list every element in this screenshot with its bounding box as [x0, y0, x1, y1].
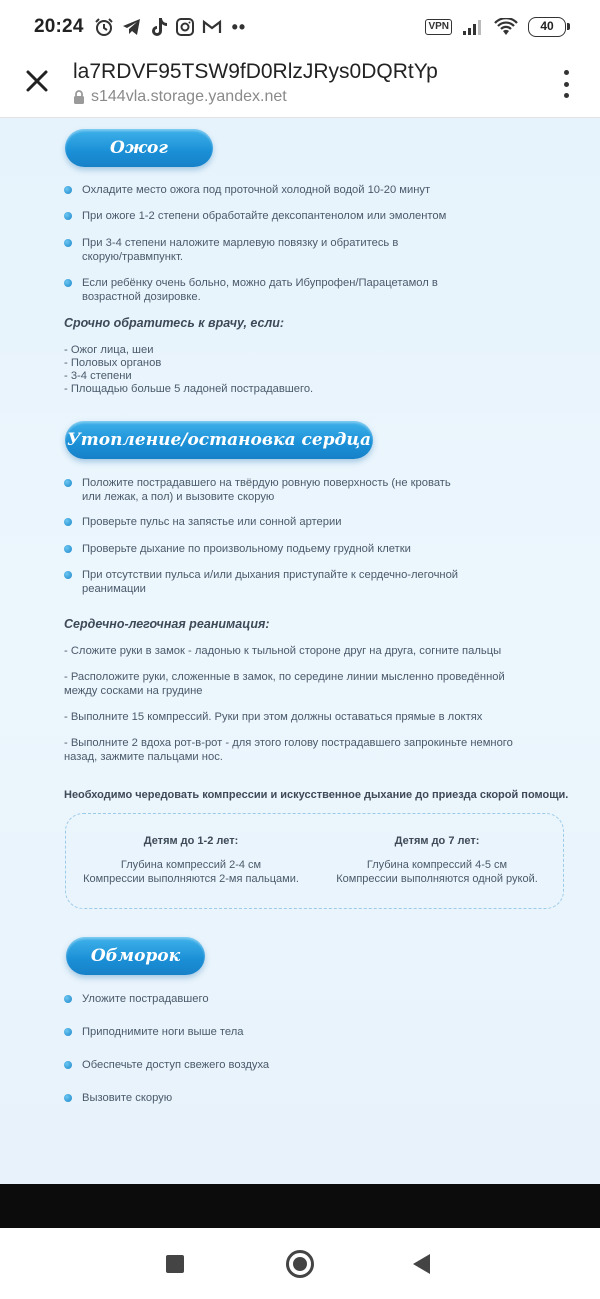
bullet-icon — [64, 479, 72, 487]
cpr-step: - Сложите руки в замок - ладонью к тыльной стороне друг на друга, согните пальцы — [64, 645, 502, 657]
back-triangle-icon[interactable] — [413, 1254, 430, 1274]
vpn-badge: VPN — [425, 19, 452, 35]
urgent-item: - Ожог лица, шеи — [64, 344, 154, 356]
bullet-icon — [64, 1094, 72, 1102]
menu-dot-icon — [564, 70, 569, 75]
urgent-heading: Срочно обратитесь к врачу, если: — [64, 316, 285, 330]
bullet-icon — [64, 239, 72, 247]
list-item: При отсутствии пульса и/или дыхания приступайте к сердечно-легочной реанимации — [64, 569, 484, 596]
urgent-item: - Площадью больше 5 ладоней пострадавшего. — [64, 383, 314, 395]
mail-icon — [202, 19, 222, 35]
telegram-icon — [122, 18, 142, 36]
urgent-item: - Половых органов — [64, 357, 162, 369]
list-item: Проверьте пульс на запястье или сонной артерии — [64, 516, 534, 530]
section-title-fainting: Обморок — [66, 937, 205, 975]
list-item: Вызовите скорую — [64, 1092, 534, 1106]
bullet-icon — [64, 518, 72, 526]
infant-info — [66, 814, 316, 886]
overflow-menu-button[interactable] — [560, 70, 572, 98]
list-item: При ожоге 1-2 степени обработайте дексопантенолом или эмолентом — [64, 210, 534, 224]
list-item: Приподнимите ноги выше тела — [64, 1026, 534, 1040]
list-item: Положите пострадавшего на твёрдую ровную поверхность (не кровать или лежак, а пол) и вызовите скорую — [64, 477, 464, 504]
close-icon[interactable] — [22, 66, 52, 96]
list-item: Уложите пострадавшего — [64, 993, 534, 1007]
signal-icon — [462, 18, 484, 36]
bullet-icon — [64, 1061, 72, 1069]
cpr-heading: Сердечно-легочная реанимация: — [64, 617, 270, 631]
menu-dot-icon — [564, 93, 569, 98]
battery-indicator: 40 — [528, 17, 566, 37]
status-time: 20:24 — [34, 16, 84, 37]
child-depth: Глубина компрессий 4-5 см — [366, 859, 508, 871]
child-details — [312, 859, 562, 886]
list-item: Обеспечьте доступ свежего воздуха — [64, 1059, 534, 1073]
domain-text: s144vla.storage.yandex.net — [91, 88, 287, 105]
status-bar — [0, 0, 600, 54]
system-navigation-bar — [0, 1228, 600, 1299]
alternation-note: Необходимо чередовать компрессии и искусственное дыхание до приезда скорой помощи. — [64, 789, 569, 801]
cpr-step: - Расположите руки, сложенные в замок, по середине линии мысленно проведённой между сосками на грудине — [64, 671, 505, 697]
more-notifications-indicator: •• — [231, 16, 247, 37]
list-item: Проверьте дыхание по произвольному подьему грудной клетки — [64, 543, 534, 557]
recents-square-icon[interactable] — [166, 1255, 184, 1273]
infant-details — [66, 859, 316, 886]
browser-toolbar — [0, 54, 600, 118]
page-bottom-band — [0, 1184, 600, 1228]
url-domain[interactable] — [73, 88, 287, 106]
section-title-burn: Ожог — [65, 129, 213, 167]
cpr-step: - Выполните 15 компрессий. Руки при этом должны оставаться прямые в локтях — [64, 711, 483, 723]
bullet-icon — [64, 1028, 72, 1036]
page-title: la7RDVF95TSW9fD0RlzJRys0DQRtYp — [73, 60, 438, 83]
cpr-step: - Выполните 2 вдоха рот-в-рот - для этого голову пострадавшего запрокиньте немного назад, зажмите пальцами нос. — [64, 737, 513, 763]
bullet-icon — [64, 186, 72, 194]
bullet-icon — [64, 571, 72, 579]
document-page — [0, 118, 600, 1184]
alarm-icon — [94, 17, 114, 37]
infant-method: Компрессии выполняются 2-мя пальцами. — [83, 872, 299, 885]
lock-icon — [73, 90, 85, 104]
urgent-item: - 3-4 степени — [64, 370, 132, 382]
list-item: При 3-4 степени наложите марлевую повязку и обратитесь в скорую/травмпункт. — [64, 237, 434, 264]
tiktok-icon — [150, 17, 168, 37]
system-icons — [425, 17, 566, 37]
bullet-icon — [64, 212, 72, 220]
instagram-icon — [176, 18, 194, 36]
list-item: Если ребёнку очень больно, можно дать Ибупрофен/Парацетамол в возрастной дозировке. — [64, 277, 474, 304]
notification-icons — [94, 17, 247, 38]
section-title-drowning: Утопление/остановка сердца — [65, 421, 373, 459]
wifi-icon — [494, 18, 518, 36]
bullet-icon — [64, 279, 72, 287]
child-info — [312, 814, 562, 886]
child-method: Компрессии выполняются одной рукой. — [336, 872, 538, 885]
infant-depth: Глубина компрессий 2-4 см — [120, 859, 262, 871]
cpr-info-box — [65, 813, 564, 909]
list-item: Охладите место ожога под проточной холодной водой 10-20 минут — [64, 184, 534, 198]
bullet-icon — [64, 995, 72, 1003]
child-title: Детям до 7 лет: — [394, 835, 480, 847]
infant-title: Детям до 1-2 лет: — [143, 835, 239, 847]
home-circle-icon[interactable] — [286, 1250, 314, 1278]
bullet-icon — [64, 545, 72, 553]
menu-dot-icon — [564, 82, 569, 87]
